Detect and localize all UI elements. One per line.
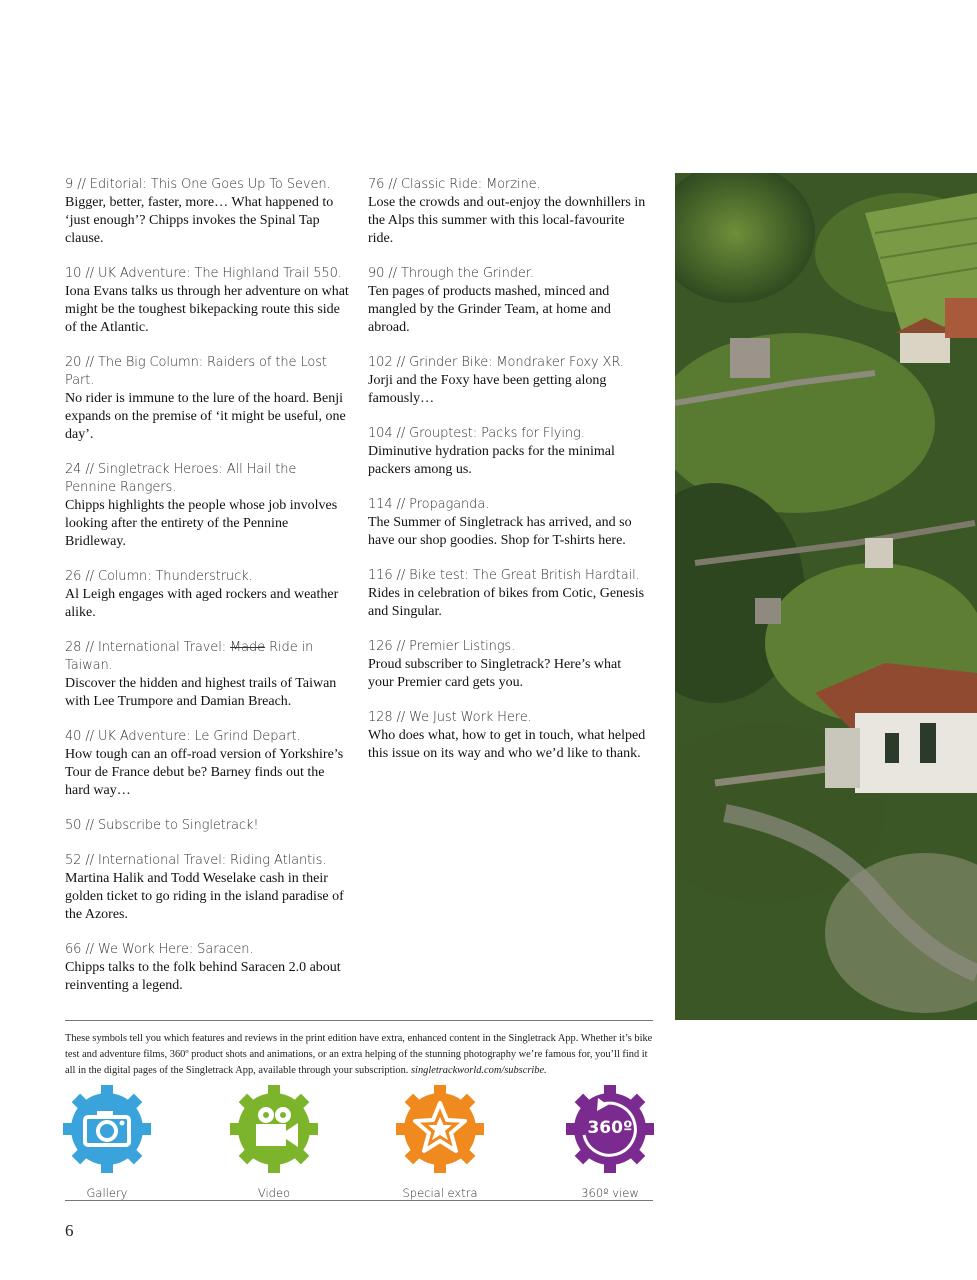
entry-description: No rider is immune to the lure of the hoard. Benji expands on the premise of ‘it might be useful, one day’.	[65, 391, 346, 442]
entry-description: Who does what, how to get in touch, what helped this issue on its way and who we’d like to thank.	[368, 728, 646, 761]
contents-entry[interactable]	[65, 461, 350, 551]
entry-description: The Summer of Singletrack has arrived, and so have our shop goodies. Shop for T-shirts here.	[368, 515, 632, 548]
video-label: Video	[257, 1186, 291, 1200]
contents-entry[interactable]	[368, 567, 650, 621]
entry-title: 20 // The Big Column: Raiders of the Lost Part.	[65, 355, 327, 388]
entry-title: 76 // Classic Ride: Morzine.	[368, 177, 541, 192]
entry-title	[65, 639, 350, 675]
entry-title-suffix: Ride in Taiwan.	[65, 640, 314, 673]
entry-title: 126 // Premier Listings.	[368, 639, 516, 654]
entry-title: 102 // Grinder Bike: Mondraker Foxy XR.	[368, 355, 624, 370]
contents-entry[interactable]	[368, 265, 650, 337]
film-camera-icon	[230, 1085, 318, 1173]
special-extra-symbol	[380, 1085, 500, 1200]
photo-illustration	[675, 173, 977, 1020]
entry-description: Proud subscriber to Singletrack? Here’s what your Premier card gets you.	[368, 657, 622, 690]
entry-description: How tough can an off-road version of Yorkshire’s Tour de France debut be? Barney finds out the hard way…	[65, 747, 344, 798]
contents-entry[interactable]	[368, 638, 650, 692]
special-extra-label: Special extra	[402, 1186, 478, 1200]
rotate-360-icon	[566, 1085, 654, 1173]
contents-entry[interactable]	[368, 496, 650, 550]
symbols-note	[65, 1031, 655, 1079]
entry-title: 26 // Column: Thunderstruck.	[65, 569, 253, 584]
entry-title: 116 // Bike test: The Great British Hardtail.	[368, 568, 640, 583]
gallery-label: Gallery	[86, 1186, 128, 1200]
entry-title: 90 // Through the Grinder.	[368, 266, 534, 281]
divider-bottom	[65, 1200, 653, 1201]
contents-entry[interactable]	[65, 354, 350, 444]
contents-column-middle	[368, 176, 650, 780]
video-symbol	[214, 1085, 334, 1200]
camera-icon	[63, 1085, 151, 1173]
contents-entry[interactable]	[65, 265, 350, 337]
entry-title: 9 // Editorial: This One Goes Up To Seven.	[65, 177, 331, 192]
contents-entry[interactable]	[65, 817, 350, 835]
symbols-note-text: These symbols tell you which features and reviews in the print edition have extra, enhanced content in the Singletrack App. Whether it’s bike test and adventure films, 360º product shots and animations, or an extra helping of the stunning photography we’re famous for, you’ll find it all in the digital pages of the Singletrack App, available through your subscription.	[65, 1033, 653, 1076]
subscribe-link[interactable]: singletrackworld.com/subscribe.	[411, 1065, 547, 1076]
star-icon	[396, 1085, 484, 1173]
entry-title: 114 // Propaganda.	[368, 497, 490, 512]
360-view-label: 360º view	[581, 1186, 639, 1200]
entry-title: 10 // UK Adventure: The Highland Trail 550.	[65, 266, 342, 281]
entry-description: Ten pages of products mashed, minced and mangled by the Grinder Team, at home and abroad.	[368, 284, 611, 335]
entry-description: Bigger, better, faster, more… What happened to ‘just enough’? Chipps invokes the Spinal Tap clause.	[65, 195, 334, 246]
entry-description: Jorji and the Foxy have been getting along famously…	[368, 373, 607, 406]
azores-village-photo	[675, 173, 977, 1020]
contents-entry[interactable]	[368, 354, 650, 408]
360-glyph: 360º	[587, 1118, 633, 1138]
entry-title: 40 // UK Adventure: Le Grind Depart.	[65, 729, 301, 744]
entry-description: Iona Evans talks us through her adventure on what might be the toughest bikepacking route this side of the Atlantic.	[65, 284, 349, 335]
contents-entry[interactable]	[368, 176, 650, 248]
contents-entry[interactable]	[65, 852, 350, 924]
contents-column-left	[65, 176, 350, 1012]
contents-entry[interactable]	[65, 639, 350, 711]
entry-title: 66 // We Work Here: Saracen.	[65, 942, 254, 957]
entry-title: 52 // International Travel: Riding Atlantis.	[65, 853, 327, 868]
entry-title: 24 // Singletrack Heroes: All Hail the Pennine Rangers.	[65, 462, 297, 495]
contents-entry[interactable]	[65, 728, 350, 800]
entry-description: Lose the crowds and out-enjoy the downhillers in the Alps this summer with this local-favourite ride.	[368, 195, 646, 246]
contents-entry[interactable]	[368, 709, 650, 763]
contents-entry[interactable]	[368, 425, 650, 479]
divider-top	[65, 1020, 653, 1021]
entry-description: Chipps talks to the folk behind Saracen 2.0 about reinventing a legend.	[65, 960, 341, 993]
entry-title: 128 // We Just Work Here.	[368, 710, 532, 725]
entry-description: Discover the hidden and highest trails of Taiwan with Lee Trumpore and Damian Breach.	[65, 676, 337, 709]
entry-title: 104 // Grouptest: Packs for Flying.	[368, 426, 585, 441]
entry-description: Diminutive hydration packs for the minimal packers among us.	[368, 444, 615, 477]
entry-title: 50 // Subscribe to Singletrack!	[65, 818, 259, 833]
entry-description: Al Leigh engages with aged rockers and weather alike.	[65, 587, 339, 620]
gallery-symbol	[47, 1085, 167, 1200]
contents-entry[interactable]	[65, 176, 350, 248]
entry-title-prefix: 28 // International Travel:	[65, 640, 231, 655]
contents-entry[interactable]	[65, 568, 350, 622]
page-number: 6	[65, 1221, 74, 1240]
entry-description: Rides in celebration of bikes from Cotic, Genesis and Singular.	[368, 586, 645, 619]
entry-description: Chipps highlights the people whose job involves looking after the entirety of the Pennine Bridleway.	[65, 498, 338, 549]
contents-entry[interactable]	[65, 941, 350, 995]
360-view-symbol	[550, 1085, 670, 1200]
entry-title-struck-word: Made	[230, 640, 266, 655]
entry-description: Martina Halik and Todd Weselake cash in their golden ticket to go riding in the island paradise of the Azores.	[65, 871, 344, 922]
